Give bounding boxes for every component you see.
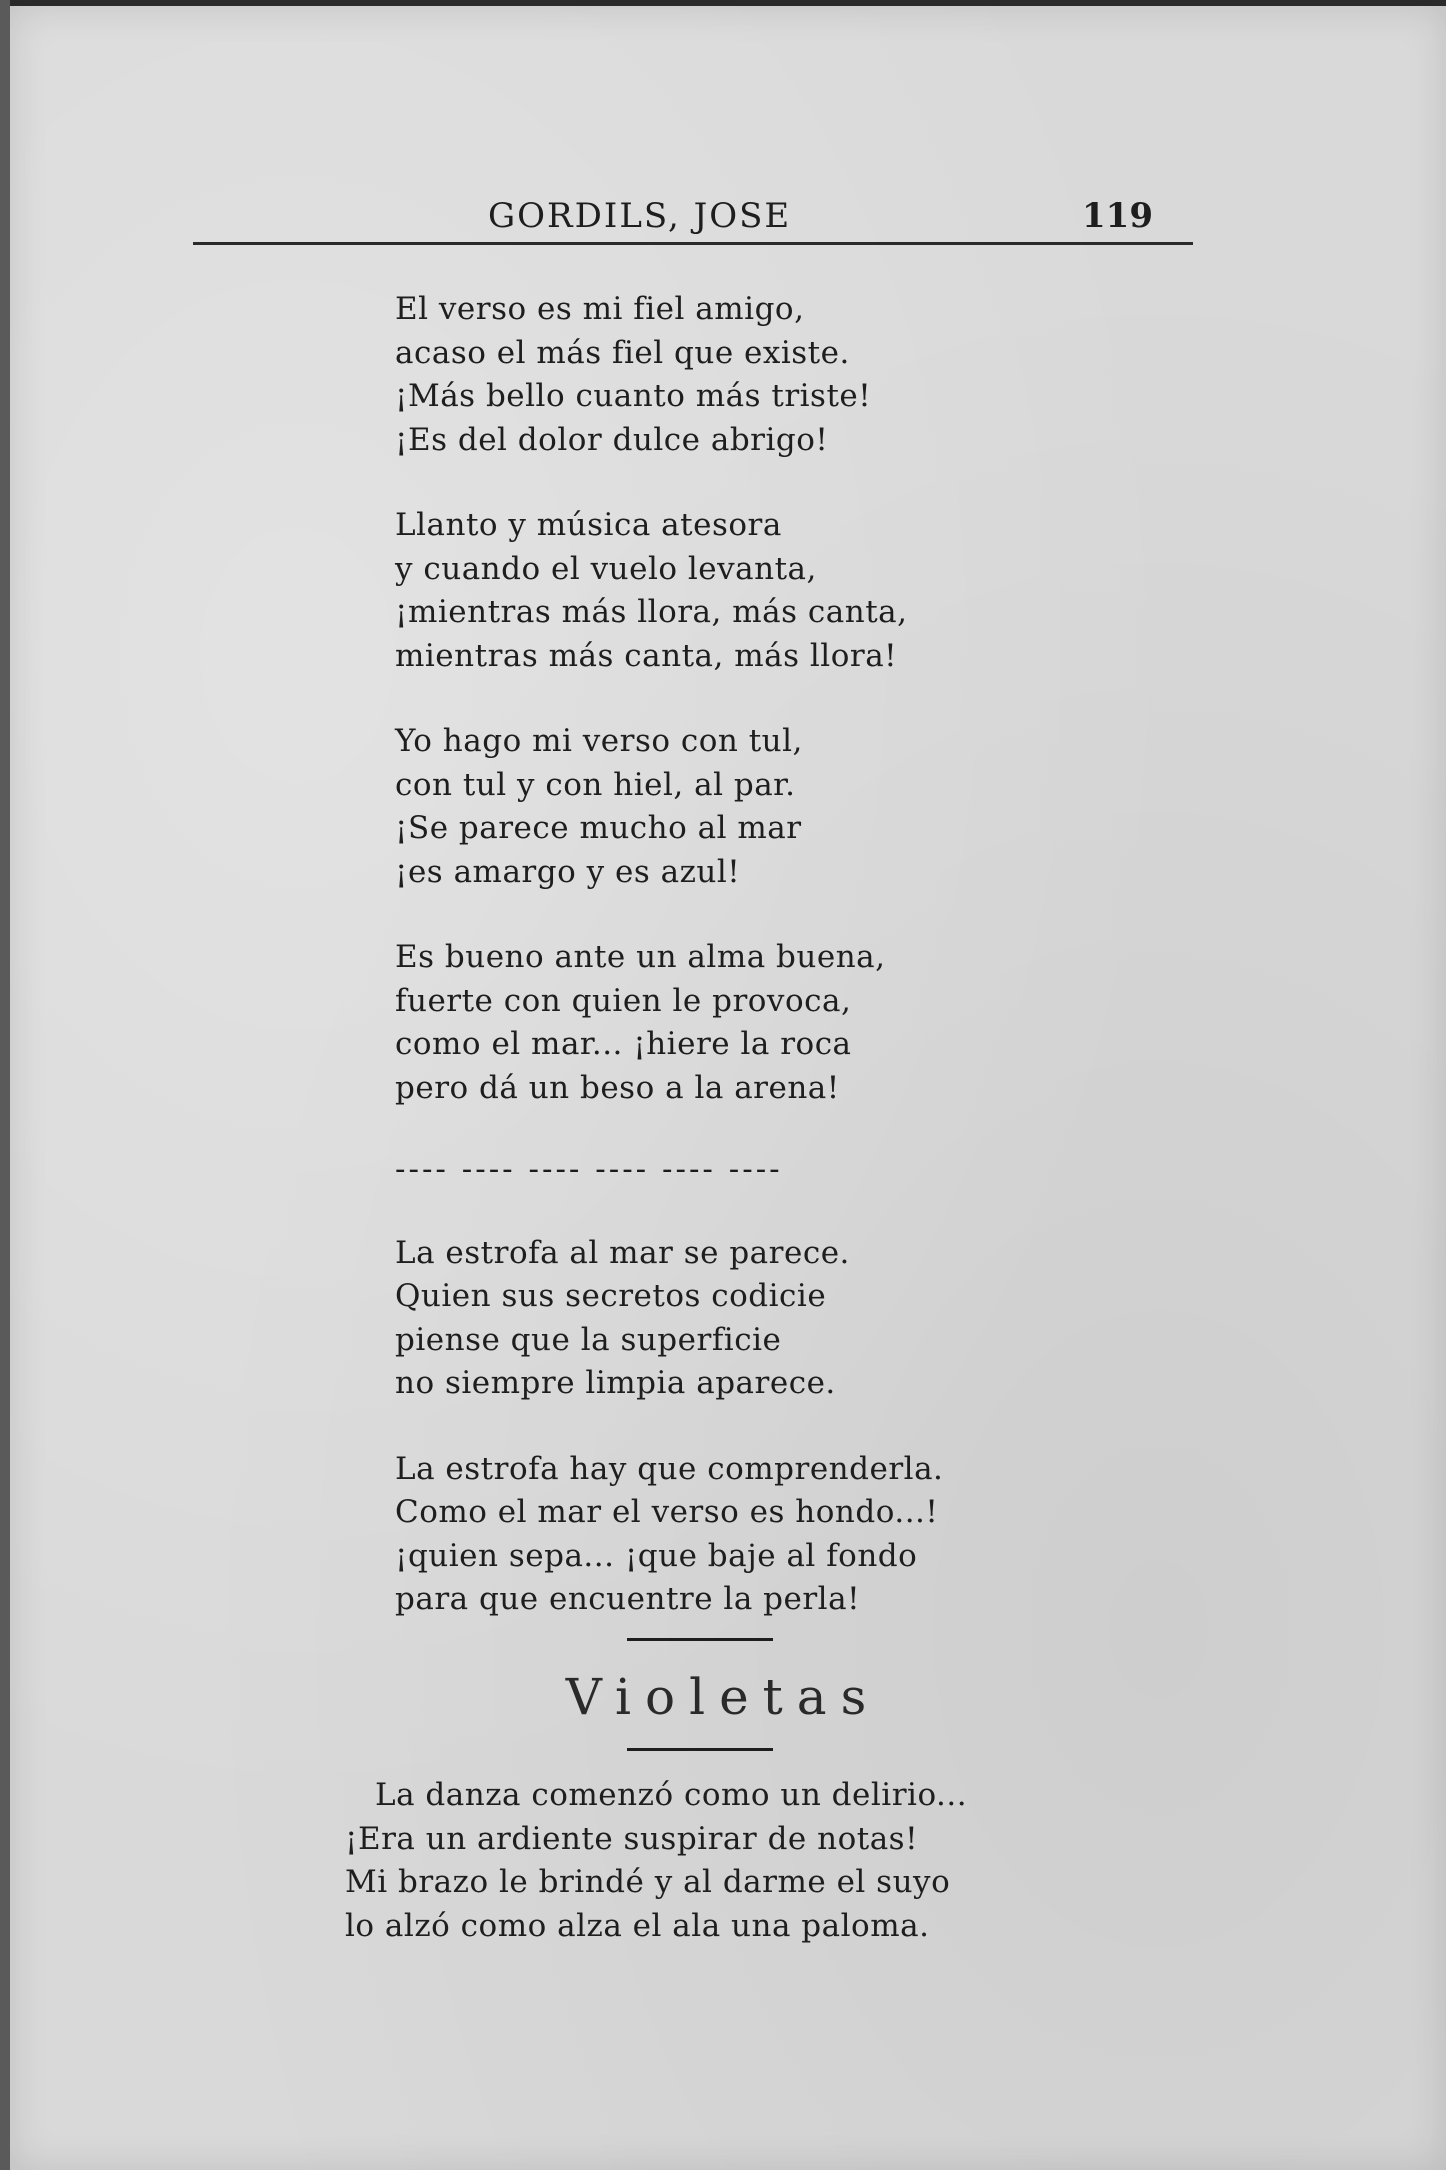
page-number: 119 bbox=[1082, 196, 1153, 236]
page-header bbox=[193, 196, 1193, 236]
verse-line: ¡Se parece mucho al mar bbox=[395, 810, 802, 846]
verse-line: ¡Es del dolor dulce abrigo! bbox=[395, 421, 829, 458]
title-rule-top bbox=[627, 1638, 773, 1641]
stanza bbox=[395, 936, 1155, 1110]
running-head: GORDILS, JOSE bbox=[488, 196, 792, 236]
verse-line: como el mar... ¡hiere la roca bbox=[395, 1026, 852, 1062]
verse-line: y cuando el vuelo levanta, bbox=[395, 550, 817, 587]
verse-line: Es bueno ante un alma buena, bbox=[395, 939, 886, 975]
verse-line: La danza comenzó como un delirio... bbox=[375, 1777, 968, 1813]
verse-line: ¡quien sepa... ¡que baje al fondo bbox=[395, 1537, 918, 1574]
verse-line: ¡mientras más llora, más canta, bbox=[395, 594, 908, 630]
page-left-edge bbox=[0, 0, 10, 2170]
stanza bbox=[395, 1448, 1155, 1622]
verse-line: para que encuentre la perla! bbox=[395, 1581, 861, 1617]
verse-line: Quien sus secretos codicie bbox=[395, 1278, 827, 1314]
verse-line: pero dá un beso a la arena! bbox=[395, 1069, 840, 1106]
verse-line: Llanto y música atesora bbox=[395, 507, 782, 543]
verse-line: piense que la superficie bbox=[395, 1321, 782, 1358]
stanza bbox=[395, 288, 1155, 462]
section-title: Violetas bbox=[565, 1668, 881, 1726]
header-rule bbox=[193, 242, 1193, 245]
stanza-separator: ---- ---- ---- ---- ---- ---- bbox=[395, 1151, 783, 1187]
verse-line: acaso el más fiel que existe. bbox=[395, 334, 850, 371]
verse-line: con tul y con hiel, al par. bbox=[395, 766, 796, 803]
stanza bbox=[395, 1232, 1155, 1406]
verse-line: ¡Más bello cuanto más triste! bbox=[395, 378, 872, 414]
verse-line: no siempre limpia aparece. bbox=[395, 1365, 836, 1401]
verse-line: ¡Era un ardiente suspirar de notas! bbox=[345, 1820, 919, 1857]
verse-line: Yo hago mi verso con tul, bbox=[395, 723, 803, 759]
poem bbox=[395, 288, 1155, 1664]
verse-line: La estrofa hay que comprenderla. bbox=[395, 1450, 944, 1487]
stanza bbox=[395, 504, 1155, 678]
verse-line: ¡es amargo y es azul! bbox=[395, 853, 741, 890]
verse-line: La estrofa al mar se parece. bbox=[395, 1234, 850, 1271]
stanza bbox=[395, 720, 1155, 894]
verse-line: Mi brazo le brindé y al darme el suyo bbox=[345, 1864, 951, 1900]
verse-line: mientras más canta, más llora! bbox=[395, 637, 898, 674]
verse-line: El verso es mi fiel amigo, bbox=[395, 291, 805, 327]
verse-line: Como el mar el verso es hondo...! bbox=[395, 1494, 939, 1530]
verse-line: lo alzó como alza el ala una paloma. bbox=[345, 1907, 930, 1944]
verse-line: fuerte con quien le provoca, bbox=[395, 982, 852, 1019]
poem-violetas bbox=[345, 1774, 1145, 1948]
title-rule-bottom bbox=[627, 1748, 773, 1751]
